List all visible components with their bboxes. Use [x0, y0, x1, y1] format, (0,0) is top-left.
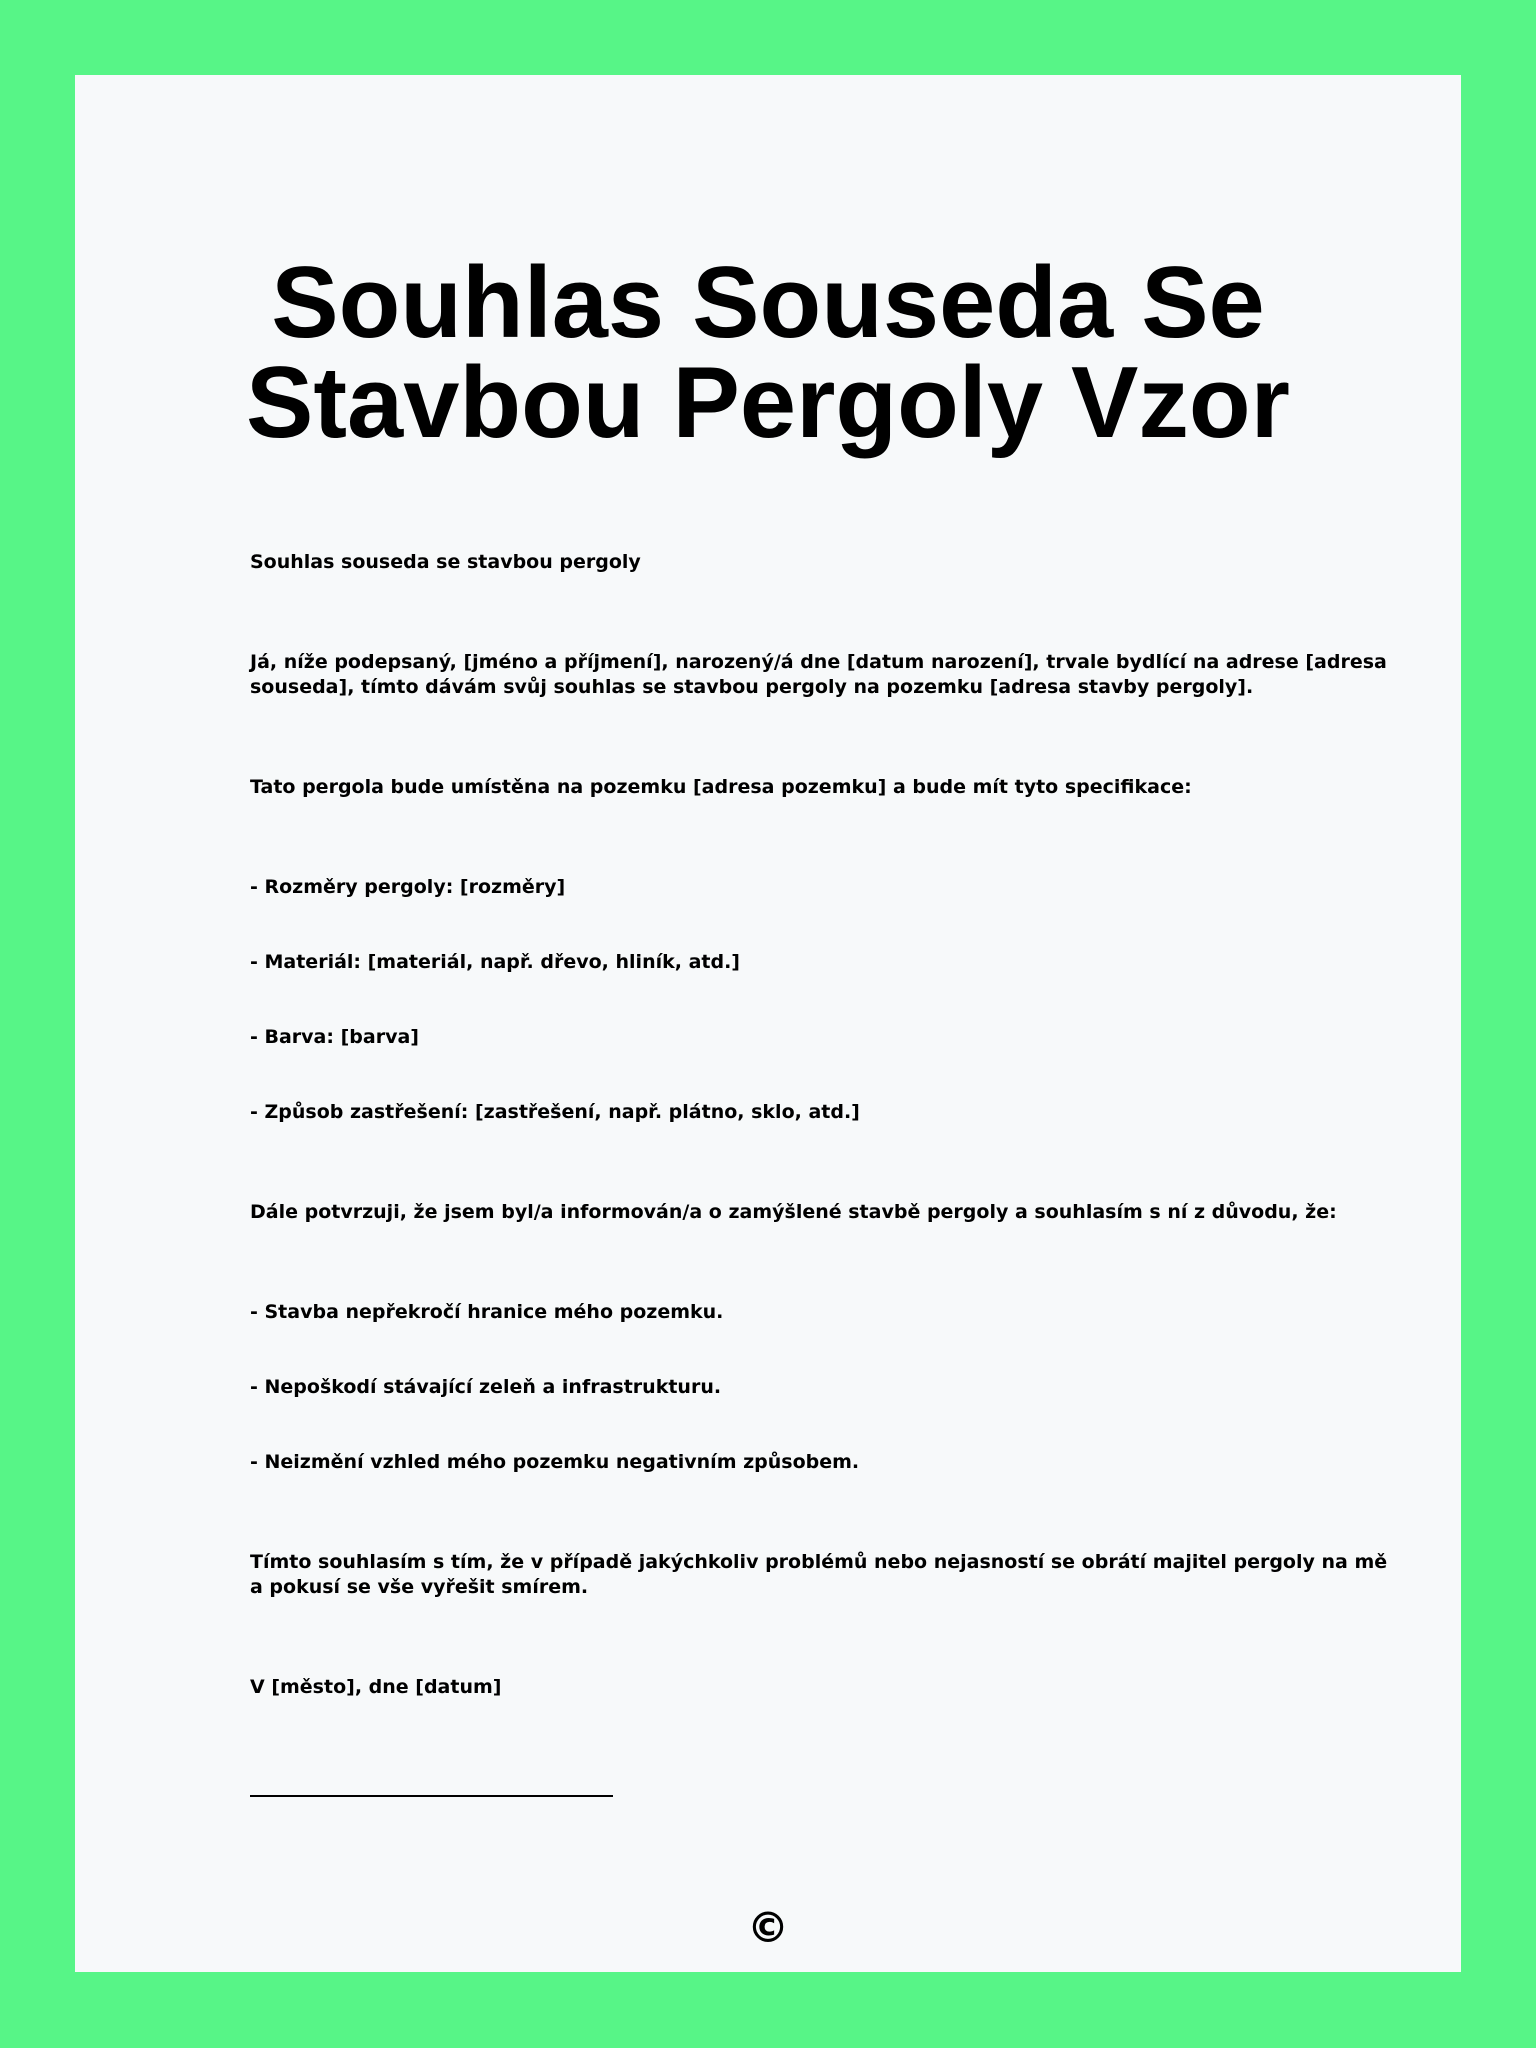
- confirm-intro: Dále potvrzuji, že jsem byl/a informován/a o zamýšlené stavbě pergoly a souhlasím s ní z důvodu, že:: [250, 1201, 1337, 1223]
- reason-item-appearance: - Neizmění vzhled mého pozemku negativním způsobem.: [250, 1451, 860, 1473]
- title-line-1: Souhlas Souseda Se: [271, 247, 1265, 359]
- copyright-symbol: ©: [747, 1903, 789, 1952]
- intro-line-1: Já, níže podepsaný, [jméno a příjmení], narozený/á dne [datum narození], trvale bydlící na adrese [adresa: [250, 651, 1387, 673]
- closing-line-2: a pokusí se vše vyřešit smírem.: [250, 1576, 589, 1598]
- spec-item-material: - Materiál: [materiál, např. dřevo, hliník, atd.]: [250, 951, 740, 973]
- closing-line-1: Tímto souhlasím s tím, že v případě jakýchkoliv problémů nebo nejasností se obrátí majitel pergoly na mě: [250, 1551, 1388, 1573]
- place-date: V [město], dne [datum]: [250, 1676, 502, 1698]
- intro-line-2: souseda], tímto dávám svůj souhlas se stavbou pergoly na pozemku [adresa stavby pergoly].: [250, 676, 1254, 698]
- reason-item-greenery: - Nepoškodí stávající zeleň a infrastrukturu.: [250, 1376, 722, 1398]
- reason-item-boundary: - Stavba nepřekročí hranice mého pozemku.: [250, 1301, 724, 1323]
- spec-item-dimensions: - Rozměry pergoly: [rozměry]: [250, 876, 566, 898]
- spec-item-roofing: - Způsob zastřešení: [zastřešení, např. plátno, sklo, atd.]: [250, 1101, 860, 1123]
- document-heading: Souhlas souseda se stavbou pergoly: [250, 551, 641, 573]
- title-line-2: Stavbou Pergoly Vzor: [246, 347, 1290, 459]
- spec-intro: Tato pergola bude umístěna na pozemku [adresa pozemku] a bude mít tyto specifikace:: [250, 776, 1192, 798]
- signature-line: [250, 1795, 613, 1797]
- spec-item-color: - Barva: [barva]: [250, 1026, 419, 1048]
- document-page: [75, 75, 1461, 1972]
- document-title: [75, 247, 1461, 459]
